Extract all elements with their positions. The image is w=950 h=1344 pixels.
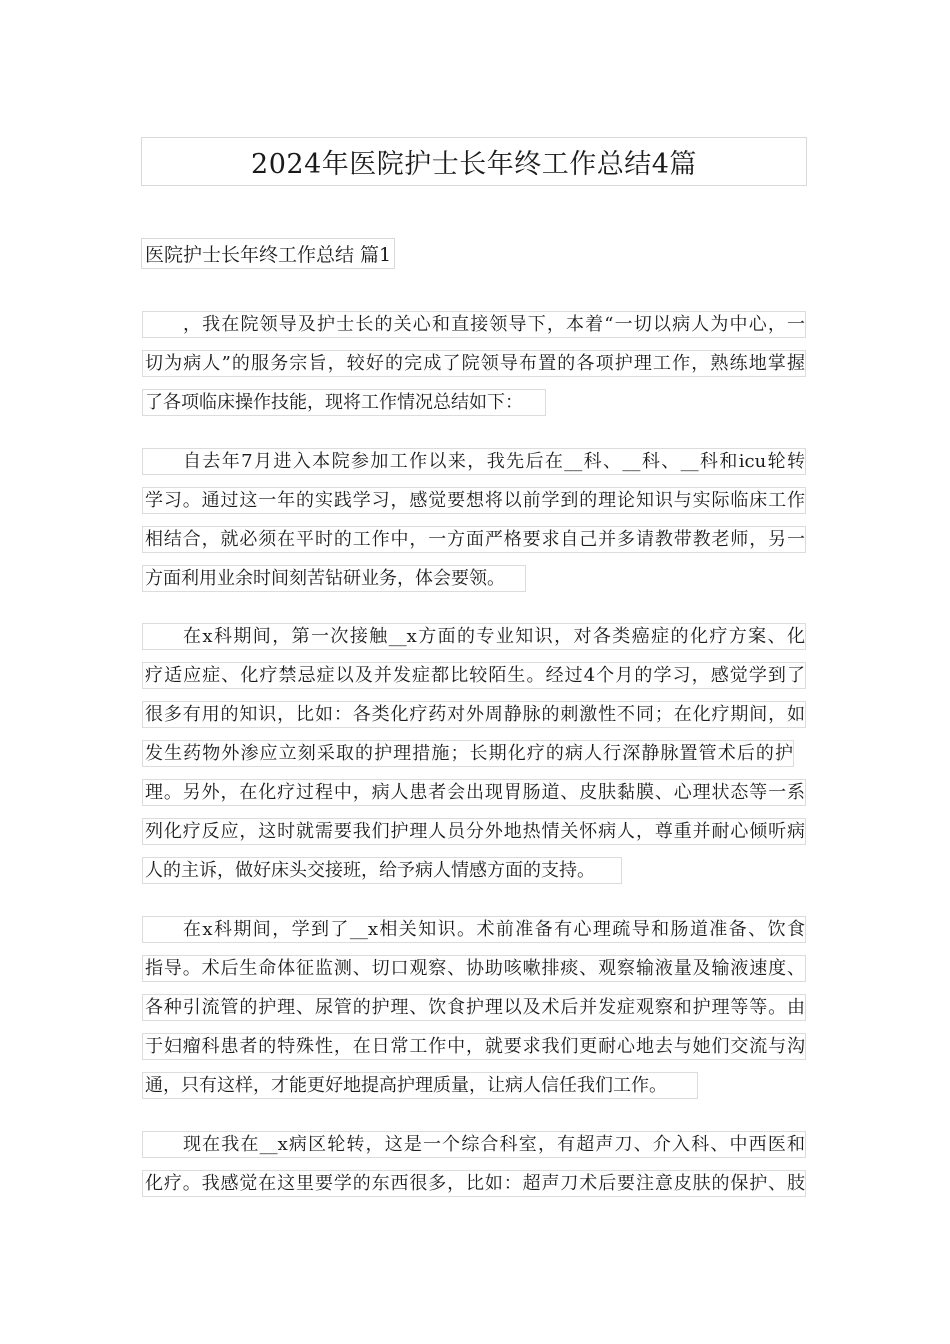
paragraph-line: 切为病人”的服务宗旨，较好的完成了院领导布置的各项护理工作，熟练地掌握 [142, 350, 806, 377]
paragraph-line: 方面利用业余时间刻苦钻研业务，体会要领。 [142, 565, 526, 592]
document-title: 2024年医院护士长年终工作总结4篇 [141, 137, 807, 186]
paragraph-line: 在x科期间，第一次接触__x方面的专业知识，对各类癌症的化疗方案、化 [142, 623, 806, 650]
paragraph-line: 通，只有这样，才能更好地提高护理质量，让病人信任我们工作。 [142, 1072, 698, 1099]
paragraph-line: 于妇瘤科患者的特殊性，在日常工作中，就要求我们更耐心地去与她们交流与沟 [142, 1033, 806, 1060]
paragraph-line: 发生药物外渗应立刻采取的护理措施；长期化疗的病人行深静脉置管术后的护 [142, 740, 794, 767]
section-heading: 医院护士长年终工作总结 篇1 [141, 238, 395, 269]
paragraph-line: 理。另外，在化疗过程中，病人患者会出现胃肠道、皮肤黏膜、心理状态等一系 [142, 779, 806, 806]
paragraph-line: 很多有用的知识，比如：各类化疗药对外周静脉的刺激性不同；在化疗期间，如 [142, 701, 806, 728]
paragraph-line: 在x科期间，学到了__x相关知识。术前准备有心理疏导和肠道准备、饮食 [142, 916, 806, 943]
paragraph-line: 疗适应症、化疗禁忌症以及并发症都比较陌生。经过4个月的学习，感觉学到了 [142, 662, 806, 689]
paragraph-line: 各种引流管的护理、尿管的护理、饮食护理以及术后并发症观察和护理等等。由 [142, 994, 806, 1021]
paragraph-line: 学习。通过这一年的实践学习，感觉要想将以前学到的理论知识与实际临床工作 [142, 487, 806, 514]
paragraph-line: 自去年7月进入本院参加工作以来，我先后在__科、__科、__科和icu轮转 [142, 448, 806, 475]
paragraph-line: ，我在院领导及护士长的关心和直接领导下，本着“一切以病人为中心，一 [142, 311, 806, 338]
paragraph-line: 列化疗反应，这时就需要我们护理人员分外地热情关怀病人，尊重并耐心倾听病 [142, 818, 806, 845]
paragraph-line: 相结合，就必须在平时的工作中，一方面严格要求自己并多请教带教老师，另一 [142, 526, 806, 553]
paragraph-line: 现在我在__x病区轮转，这是一个综合科室，有超声刀、介入科、中西医和 [142, 1131, 806, 1158]
paragraph-line: 指导。术后生命体征监测、切口观察、协助咳嗽排痰、观察输液量及输液速度、 [142, 955, 806, 982]
paragraph-line: 化疗。我感觉在这里要学的东西很多，比如：超声刀术后要注意皮肤的保护、肢 [142, 1170, 806, 1197]
paragraph-line: 人的主诉，做好床头交接班，给予病人情感方面的支持。 [142, 857, 622, 884]
paragraph-line: 了各项临床操作技能，现将工作情况总结如下： [142, 389, 546, 416]
